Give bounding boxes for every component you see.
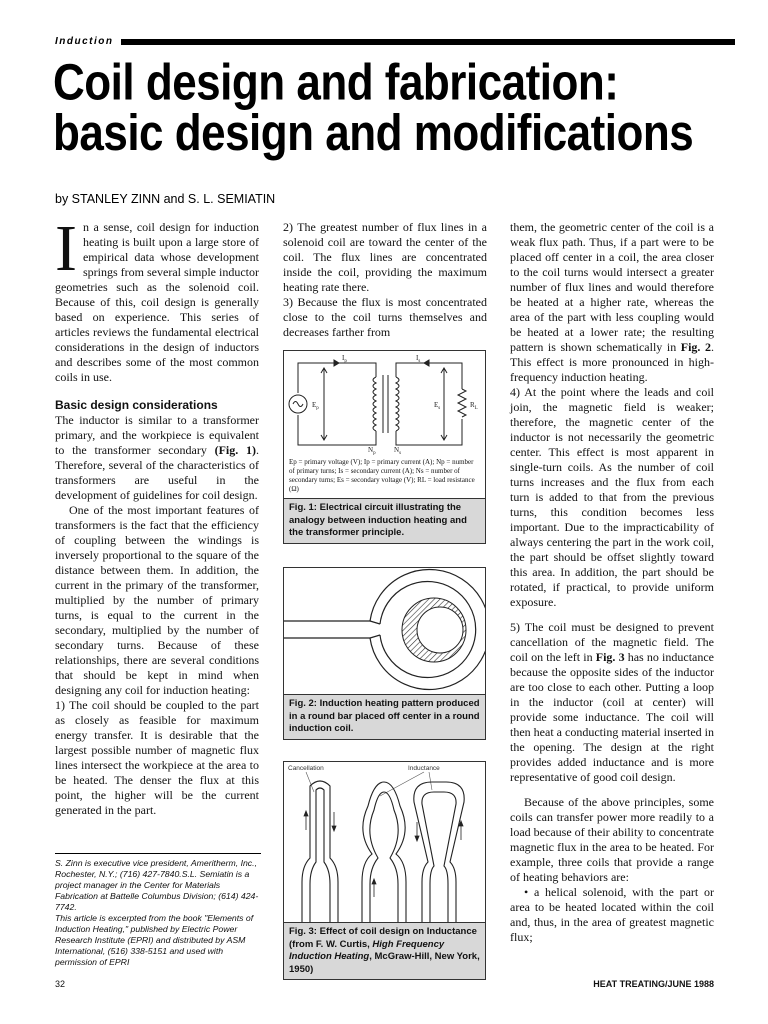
coil-good-design <box>414 782 464 922</box>
paragraph-rule-3: 3) Because the flux is most concentrated close to the coil turns themselves and decreases farther from <box>283 295 487 339</box>
figure-2 <box>283 567 486 740</box>
journal-footer: HEAT TREATING/JUNE 1988 <box>593 979 714 989</box>
paragraph-transformer-text-2: . Therefore, several of the characteristics of transformers are useful in the development of guidelines for coil design. <box>55 443 259 502</box>
bullet-helical-solenoid: • a helical solenoid, with the part or area to be heated located within the coil and, thus, in the area of greatest magnetic flux; <box>510 885 714 944</box>
coil-cancellation <box>302 781 338 922</box>
fig2-reference: Fig. 2 <box>680 340 711 354</box>
label-ip: $I_p$ <box>342 354 347 364</box>
fig1-legend: Ep = primary voltage (V); Ip = primary current (A); Np = number of primary turns; Is = secondary current (A); Ns = number of secondary turns; Es = secondary voltage (V); RL = load resistance (Ω) <box>289 458 475 493</box>
label-np: $N_p$ <box>368 446 376 456</box>
transformer-circuit-diagram <box>284 351 485 456</box>
fig1-reference: (Fig. 1) <box>214 443 256 457</box>
fig3-caption-text: Fig. 3: Effect of coil design on Inductance (from F. W. Curtis, <box>289 926 477 950</box>
paragraph-rule-1: 1) The coil should be coupled to the part as closely as feasible for maximum energy transfer. It is desirable that the largest possible number of magnetic flux lines intersect the workpiece at the area to be heated. The denser the flux at this point, the higher will be the current generated in the part. <box>55 698 259 817</box>
paragraph-rule-5 <box>510 620 714 785</box>
article-title <box>53 54 743 162</box>
label-is: $I_s$ <box>416 354 421 364</box>
subhead-basic-design: Basic design considerations <box>55 398 218 412</box>
secondary-loop <box>396 363 462 445</box>
paragraph-off-center-text: them, the geometric center of the coil is a weak flux path. Thus, if a part were to be placed off center in a coil, the area closer to the coil turns would intersect a greater number of flux lines and would therefore be heated at a higher rate, whereas the area of the part with less coupling would be heated at a lower rate; the resulting pattern is shown schematically in <box>510 220 714 354</box>
column-2 <box>283 220 487 340</box>
label-ep: $E_p$ <box>312 401 319 411</box>
label-inductance: Inductance <box>408 765 440 772</box>
section-rule <box>121 39 735 45</box>
page-number: 32 <box>55 979 66 989</box>
byline: by STANLEY ZINN and S. L. SEMIATIN <box>55 192 276 206</box>
title-line-1: Coil design and fabrication: <box>53 54 619 111</box>
fig1-caption: Fig. 1: Electrical circuit illustrating the analogy between induction heating and the transformer principle. <box>284 498 485 543</box>
paragraph-principles: Because of the above principles, some coils can transfer power more readily to a load because of their ability to concentrate magnetic flux in the area to be heated. For example, three coils that provide a range of heating behaviors are: <box>510 795 714 884</box>
author-bio: S. Zinn is executive vice president, Ameritherm, Inc., Rochester, N.Y.; (716) 427-7840.S.L. Semiatin is a project manager in the Center for Materials Fabrication at Battelle Columbus Division; (614) 424-7742. <box>55 858 259 912</box>
fig2-caption: Fig. 2: Induction heating pattern produced in a round bar placed off center in a round induction coil. <box>284 694 485 739</box>
figure-3 <box>283 761 486 980</box>
fig3-caption-text-2: , McGraw-Hill, New York, 1950) <box>289 951 480 975</box>
excerpt-note: This article is excerpted from the book "Elements of Induction Heating," published by Electric Power Research Institute (EPRI) and distributed by ASM International, (516) 338-5151 and used with permission of EPRI <box>55 913 254 967</box>
label-ns: $N_s$ <box>394 446 402 456</box>
intro-text: n a sense, coil design for induction heating is built upon a large store of empirical data whose development springs from several simple inductor geometries such as the solenoid coil. Because of this, coil design is generally based on experience. This series of articles reviews the fundamental electrical considerations in the design of inductors and describes some of the most common coils in use. <box>55 220 259 384</box>
paragraph-rule-4: 4) At the point where the leads and coil join, the magnetic field is weaker; therefore, the magnetic center of the inductor is not necessarily the geometric center. This effect is most apparent in single-turn coils. As the number of coil turns increases and the flux from each turn is added to that from the previous turns, this condition becomes less important. Due to the impracticability of always centering the part in the work coil, the part should be offset slightly toward this area. In addition, the part should be rotated, if practical, to provide uniform exposure. <box>510 385 714 609</box>
paragraph-transformer <box>55 413 259 503</box>
paragraph-features: One of the most important features of transformers is the fact that the efficiency of coupling between the windings is inversely proportional to the square of the distance between them. In addition, the current in the primary of the transformer, multiplied by the number of primary turns, is equal to the current in the secondary, multiplied by the number of secondary turns. Because of these relationships, there are several conditions that should be kept in mind when designing any coil for induction heating: <box>55 503 259 697</box>
label-es: $E_s$ <box>434 401 441 411</box>
paragraph-rule-5-text-2: has no inductance because the opposite sides of the inductor are too close to each other. Putting a loop in the inductor (coil at center) will provide some inductance. The coil will then heat a conducting material inserted in the opening. The design at the right provides added inductance and is more representative of good coil design. <box>510 650 715 784</box>
paragraph-rule-2: 2) The greatest number of flux lines in a solenoid coil are toward the center of the coil. The flux lines are concentrated inside the coil, providing the maximum heating rate there. <box>283 220 487 294</box>
coil-loop <box>362 782 406 922</box>
paragraph-off-center-text-2: . This effect is more pronounced in high-frequency induction heating. <box>510 340 714 384</box>
label-cancellation: Cancellation <box>288 765 324 772</box>
column-1 <box>55 212 259 818</box>
column-3 <box>510 220 714 945</box>
coil-inductance-diagram <box>284 762 485 922</box>
intro-paragraph <box>55 212 259 385</box>
author-footnote <box>55 853 261 968</box>
round-bar <box>417 607 463 653</box>
primary-loop <box>298 363 376 445</box>
section-header <box>55 36 735 48</box>
label-rl: $R_L$ <box>470 401 478 411</box>
drop-cap: I <box>55 212 77 285</box>
title-line-2: basic design and modifications <box>53 105 694 162</box>
paragraph-transformer-text: The inductor is similar to a transformer primary, and the workpiece is equivalent to the transformer secondary <box>55 413 259 457</box>
paragraph-off-center <box>510 220 714 385</box>
figure-1 <box>283 350 486 544</box>
fig3-book-title: High Frequency Induction Heating <box>289 938 445 962</box>
section-label: Induction <box>55 36 114 47</box>
fig3-caption <box>284 922 485 979</box>
off-center-bar-diagram <box>284 568 485 694</box>
paragraph-rule-5-text: 5) The coil must be designed to prevent cancellation of the magnetic field. The coil on the left in <box>510 620 714 664</box>
fig3-reference: Fig. 3 <box>595 650 625 664</box>
